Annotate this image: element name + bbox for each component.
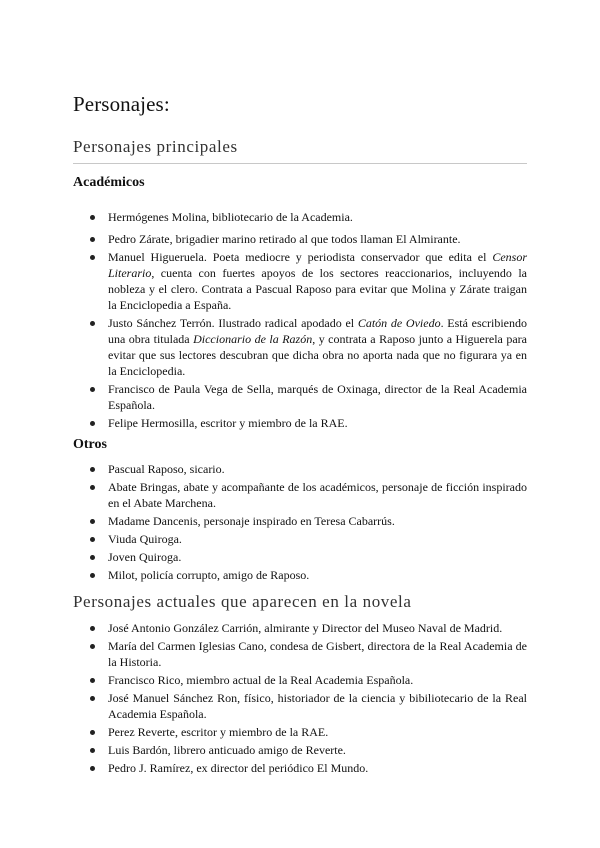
list-item: Luis Bardón, librero anticuado amigo de Reverte. (73, 742, 527, 758)
list-item: Milot, policía corrupto, amigo de Raposo. (73, 567, 527, 583)
heading-personajes-principales: Personajes principales (73, 137, 527, 164)
list-otros (73, 461, 527, 585)
list-item: Francisco Rico, miembro actual de la Real Academia Española. (73, 672, 527, 688)
list-item: Pascual Raposo, sicario. (73, 461, 527, 477)
list-item: Hermógenes Molina, bibliotecario de la Academia. (73, 209, 527, 225)
heading-academicos: Académicos (73, 175, 145, 190)
list-item: Abate Bringas, abate y acompañante de los académicos, personaje de ficción inspirado en el Abate Marchena. (73, 479, 527, 511)
list-item: Francisco de Paula Vega de Sella, marqués de Oxinaga, director de la Real Academia Española. (73, 381, 527, 413)
list-item: Joven Quiroga. (73, 549, 527, 565)
list-item: Madame Dancenis, personaje inspirado en Teresa Cabarrús. (73, 513, 527, 529)
list-item: Viuda Quiroga. (73, 531, 527, 547)
list-personajes-actuales (73, 620, 527, 778)
list-item: Felipe Hermosilla, escritor y miembro de la RAE. (73, 415, 527, 431)
page-title: Personajes: (73, 92, 170, 116)
list-item: María del Carmen Iglesias Cano, condesa de Gisbert, directora de la Real Academia de la Historia. (73, 638, 527, 670)
list-item: Perez Reverte, escritor y miembro de la RAE. (73, 724, 527, 740)
list-item: Pedro Zárate, brigadier marino retirado al que todos llaman El Almirante. (73, 231, 527, 247)
heading-personajes-actuales: Personajes actuales que aparecen en la novela (73, 592, 412, 611)
list-item: Justo Sánchez Terrón. Ilustrado radical apodado el Catón de Oviedo. Está escribiendo una obra titulada Diccionario de la Razón, y contrata a Raposo junto a Higuerela para evitar que sus lectores descubran que dicha obra no aporta nada que no figurara ya en la Enciclopedia. (73, 315, 527, 379)
list-academicos (73, 209, 527, 433)
list-item: Pedro J. Ramírez, ex director del periódico El Mundo. (73, 760, 527, 776)
list-item: José Antonio González Carrión, almirante y Director del Museo Naval de Madrid. (73, 620, 527, 636)
list-item: José Manuel Sánchez Ron, físico, historiador de la ciencia y bibiliotecario de la Real Academia Española. (73, 690, 527, 722)
heading-otros: Otros (73, 437, 107, 452)
list-item: Manuel Higueruela. Poeta mediocre y periodista conservador que edita el Censor Literario, cuenta con fuertes apoyos de los sectores reaccionarios, incluyendo la nobleza y el clero. Contrata a Pascual Raposo para evitar que Molina y Zárate traigan la Enciclopedia a España. (73, 249, 527, 313)
